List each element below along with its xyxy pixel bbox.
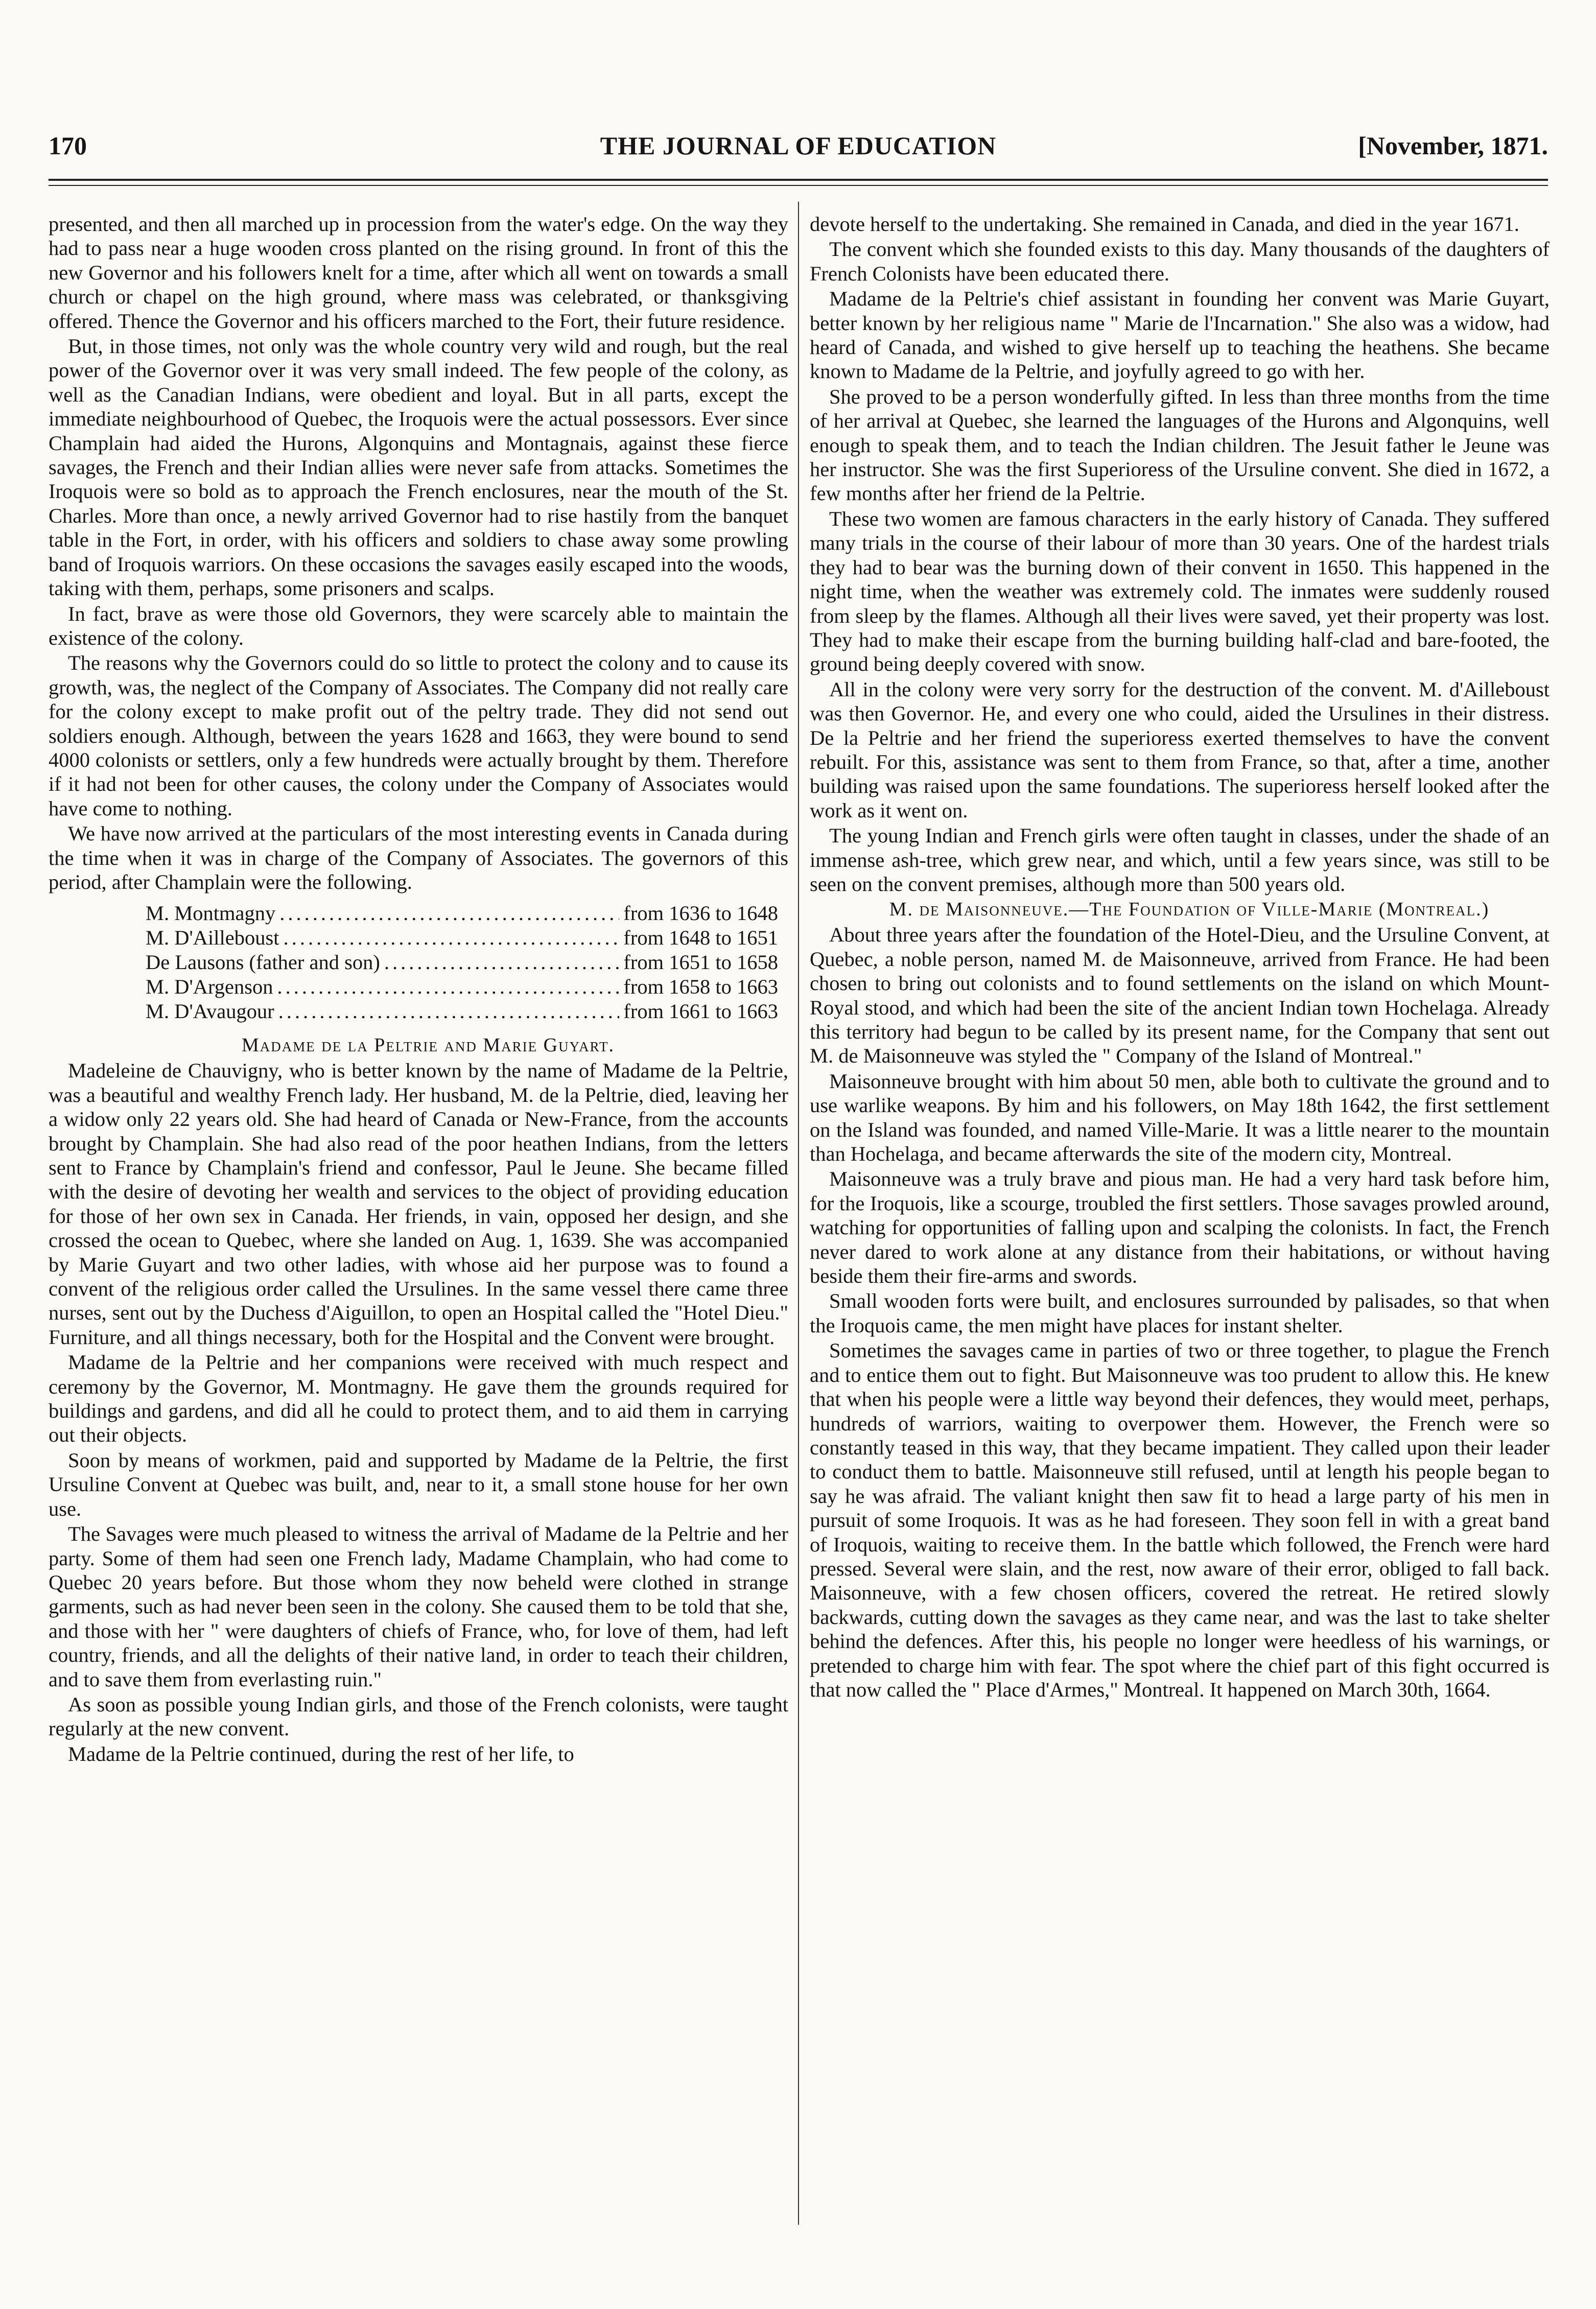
- dot-leader: [279, 901, 619, 926]
- journal-title: THE JOURNAL OF EDUCATION: [600, 131, 997, 160]
- page-header: [49, 128, 1548, 163]
- governor-name: M. D'Argenson: [146, 975, 273, 999]
- section-heading: M. de Maisonneuve.—The Foundation of Ville-Marie (Montreal.): [889, 899, 1490, 921]
- governors-list: [49, 901, 788, 1024]
- governor-entry: [49, 999, 788, 1024]
- left-column: [49, 212, 788, 2286]
- governor-term: from 1658 to 1663: [623, 975, 778, 999]
- paragraph: Madame de la Peltrie and her companions were received with much respect and ceremony by the Governor, M. Montmagny. He gave them the grounds required for buildings and gardens, and did all he could to protect them, and to aid them in carrying out their objects.: [49, 1351, 788, 1447]
- paragraph: Small wooden forts were built, and enclosures surrounded by palisades, so that when the Iroquois came, the men might have places for instant shelter.: [810, 1289, 1550, 1337]
- governor-name: De Lausons (father and son): [146, 951, 380, 974]
- paragraph: But, in those times, not only was the whole country very wild and rough, but the real power of the Governor over it was very small indeed. The few people of the colony, as well as the Canadian Indians, were obedient and loyal. But in all parts, except the immediate neighbourhood of Quebec, the Iroquois were the actual possessors. Ever since Champlain had aided the Hurons, Algonquins and Montagnais, against these fierce savages, the French and their Indian allies were never safe from attacks. Sometimes the Iroquois were so bold as to approach the French enclosures, near the mouth of the St. Charles. More than once, a newly arrived Governor had to rise hastily from the banquet table in the Fort, in order, with his officers and soldiers to chase away some prowling band of Iroquois warriors. On these occasions the savages easily escaped into the woods, taking with them, perhaps, some prisoners and scalps.: [49, 335, 788, 600]
- paragraph: We have now arrived at the particulars of the most interesting events in Canada during the time when it was in charge of the Company of Associates. The governors of this period, after Champlain were the following.: [49, 822, 788, 893]
- paragraph: About three years after the foundation of the Hotel-Dieu, and the Ursuline Convent, at Quebec, a noble person, named M. de Maisonneuve, arrived from France. He had been chosen to bring out colonists and to found settlements on the island on which Mount-Royal stood, and which had been the site of the ancient Indian town Hochelaga. Already this territory had begun to be called by its present name, for the Company that sent out M. de Maisonneuve was styled the " Company of the Island of Montreal.": [810, 923, 1550, 1068]
- paragraph: Madame de la Peltrie's chief assistant in founding her convent was Marie Guyart, better known by her religious name " Marie de l'Incarnation." She also was a widow, had heard of Canada, and wished to give herself up to teaching the heathens. She became known to Madame de la Peltrie, and joyfully agreed to go with her.: [810, 287, 1550, 383]
- paragraph: Madeleine de Chauvigny, who is better known by the name of Madame de la Peltrie, was a beautiful and wealthy French lady. Her husband, M. de la Peltrie, died, leaving her a widow only 22 years old. She had heard of Canada or New-France, from the accounts brought by Champlain. She had also read of the poor heathen Indians, from the letters sent to France by Champlain's friend and confessor, Paul le Jeune. She became filled with the desire of devoting her wealth and services to the object of providing education for those of her own sex in Canada. Her friends, in vain, opposed her design, and she crossed the ocean to Quebec, where she landed on Aug. 1, 1639. She was accompanied by Marie Guyart and two other ladies, with whose aid her purpose was to found a convent of the religious order called the Ursulines. In the same vessel there came three nurses, sent out by the Duchess d'Aiguillon, to open an Hospital called the "Hotel Dieu." Furniture, and all things necessary, both for the Hospital and the Convent were brought.: [49, 1059, 788, 1349]
- paragraph: In fact, brave as were those old Governors, they were scarcely able to maintain the existence of the colony.: [49, 602, 788, 649]
- paragraph: The Savages were much pleased to witness the arrival of Madame de la Peltrie and her party. Some of them had seen one French lady, Madame Champlain, who had come to Quebec 20 years before. But those whom they now beheld were clothed in strange garments, such as had never been seen in the colony. She caused them to be told that she, and those with her " were daughters of chiefs of France, who, for love of them, had left country, friends, and all the delights of their native land, in order to teach their children, and to save them from everlasting ruin.": [49, 1522, 788, 1691]
- paragraph: Maisonneuve was a truly brave and pious man. He had a very hard task before him, for the Iroquois, like a scourge, troubled the first settlers. Those savages prowled around, watching for opportunities of falling upon and scalping the colonists. In fact, the French never dared to work alone at any distance from their habitations, or without having beside them their fire-arms and swords.: [810, 1167, 1550, 1288]
- column-divider: [798, 202, 799, 2225]
- dot-leader: [278, 999, 620, 1024]
- dot-leader: [277, 975, 620, 999]
- section-heading: Madame de la Peltrie and Marie Guyart.: [242, 1034, 615, 1056]
- governor-name: M. D'Avaugour: [146, 1000, 274, 1023]
- paragraph: As soon as possible young Indian girls, and those of the French colonists, were taught regularly at the new convent.: [49, 1692, 788, 1740]
- governor-term: from 1661 to 1663: [623, 1000, 778, 1023]
- governor-entry: [49, 901, 788, 926]
- governor-term: from 1648 to 1651: [623, 926, 778, 950]
- governor-entry: [49, 950, 788, 975]
- paragraph: The young Indian and French girls were often taught in classes, under the shade of an immense ash-tree, which grew near, and which, until a few years since, was still to be seen on the convent premises, although more than 500 years old.: [810, 824, 1550, 896]
- governor-entry: [49, 926, 788, 950]
- dot-leader: [384, 950, 620, 975]
- paragraph: The convent which she founded exists to this day. Many thousands of the daughters of French Colonists have been educated there.: [810, 238, 1550, 285]
- paragraph: devote herself to the undertaking. She remained in Canada, and died in the year 1671.: [810, 213, 1519, 235]
- issue-date: [November, 1871.: [1358, 131, 1548, 160]
- paragraph: The reasons why the Governors could do so little to protect the colony and to cause its growth, was, the neglect of the Company of Associates. The Company did not really care for the colony except to make profit out of the peltry trade. They did not send out soldiers enough. Although, between the years 1628 and 1663, they were bound to send 4000 colonists or settlers, only a few hundreds were actually brought by them. Therefore if it had not been for other causes, the colony under the Company of Associates would have come to nothing.: [49, 651, 788, 820]
- paragraph: presented, and then all marched up in procession from the water's edge. On the way they had to pass near a huge wooden cross planted on the rising ground. In front of this the new Governor and his followers knelt for a time, after which all went on towards a small church or chapel on the high ground, where mass was celebrated, or thanksgiving offered. Thence the Governor and his officers marched to the Fort, their future residence.: [49, 213, 788, 333]
- paragraph: Soon by means of workmen, paid and supported by Madame de la Peltrie, the first Ursuline Convent at Quebec was built, and, near to it, a small stone house for her own use.: [49, 1448, 788, 1520]
- governor-term: from 1651 to 1658: [623, 951, 778, 974]
- page-number: 170: [49, 131, 87, 160]
- dot-leader: [284, 926, 620, 950]
- paragraph: She proved to be a person wonderfully gifted. In less than three months from the time of her arrival at Quebec, she learned the languages of the Hurons and Algonquins, well enough to speak them, and to teach the Indian children. The Jesuit father le Jeune was her instructor. She was the first Superioress of the Ursuline convent. She died in 1672, a few months after her friend de la Peltrie.: [810, 385, 1550, 505]
- paragraph: Madame de la Peltrie continued, during the rest of her life, to: [68, 1742, 574, 1765]
- paragraph: These two women are famous characters in the early history of Canada. They suffered many trials in the course of their labour of more than 30 years. One of the hardest trials they had to bear was the burning down of their convent in 1650. This happened in the night time, when the weather was extremely cold. The inmates were suddenly roused from sleep by the flames. Although all their lives were saved, yet their property was lost. They had to make their escape from the burning building half-clad and bare-footed, the ground being deeply covered with snow.: [810, 507, 1550, 676]
- header-rule-thin: [49, 185, 1548, 186]
- governor-name: M. D'Ailleboust: [146, 926, 279, 950]
- governor-term: from 1636 to 1648: [623, 902, 778, 925]
- paragraph: Sometimes the savages came in parties of two or three together, to plague the French and to entice them out to fight. But Maisonneuve was too prudent to allow this. He knew that when his people were a little way beyond their defences, they would meet, perhaps, hundreds of warriors, waiting to overpower them. However, the French were so constantly teased in this way, that they became impatient. They called upon their leader to conduct them to battle. Maisonneuve still refused, until at length his people began to say he was afraid. The valiant knight then saw fit to head a large party of his men in pursuit of some Iroquois. It was as he had foreseen. They soon fell in with a great band of Iroquois, waiting to receive them. In the battle which followed, the French were hard pressed. Several were slain, and the rest, now aware of their error, obliged to fall back. Maisonneuve, with a few chosen officers, covered the retreat. He retired slowly backwards, cutting down the savages as they came near, and was the last to take shelter behind the defences. After this, his people no longer were heedless of his warnings, or pretended to charge him with fear. The spot where the chief part of this fight occurred is that now called the " Place d'Armes," Montreal. It happened on March 30th, 1664.: [810, 1339, 1550, 1701]
- right-column: [810, 212, 1550, 2286]
- header-rule-thick: [49, 179, 1548, 181]
- governor-name: M. Montmagny: [146, 902, 276, 925]
- paragraph: Maisonneuve brought with him about 50 men, able both to cultivate the ground and to use warlike weapons. By him and his followers, on May 18th 1642, the first settlement on the Island was founded, and named Ville-Marie. It was a little nearer to the mountain than Hochelaga, and became afterwards the site of the modern city, Montreal.: [810, 1069, 1550, 1166]
- paragraph: All in the colony were very sorry for the destruction of the convent. M. d'Ailleboust was then Governor. He, and every one who could, aided the Ursulines in their distress. De la Peltrie and her friend the superioress exerted themselves to have the convent rebuilt. For this, assistance was sent to them from France, so that, after a time, another building was raised upon the same foundations. The superioress herself looked after the work as it went on.: [810, 677, 1550, 822]
- governor-entry: [49, 975, 788, 999]
